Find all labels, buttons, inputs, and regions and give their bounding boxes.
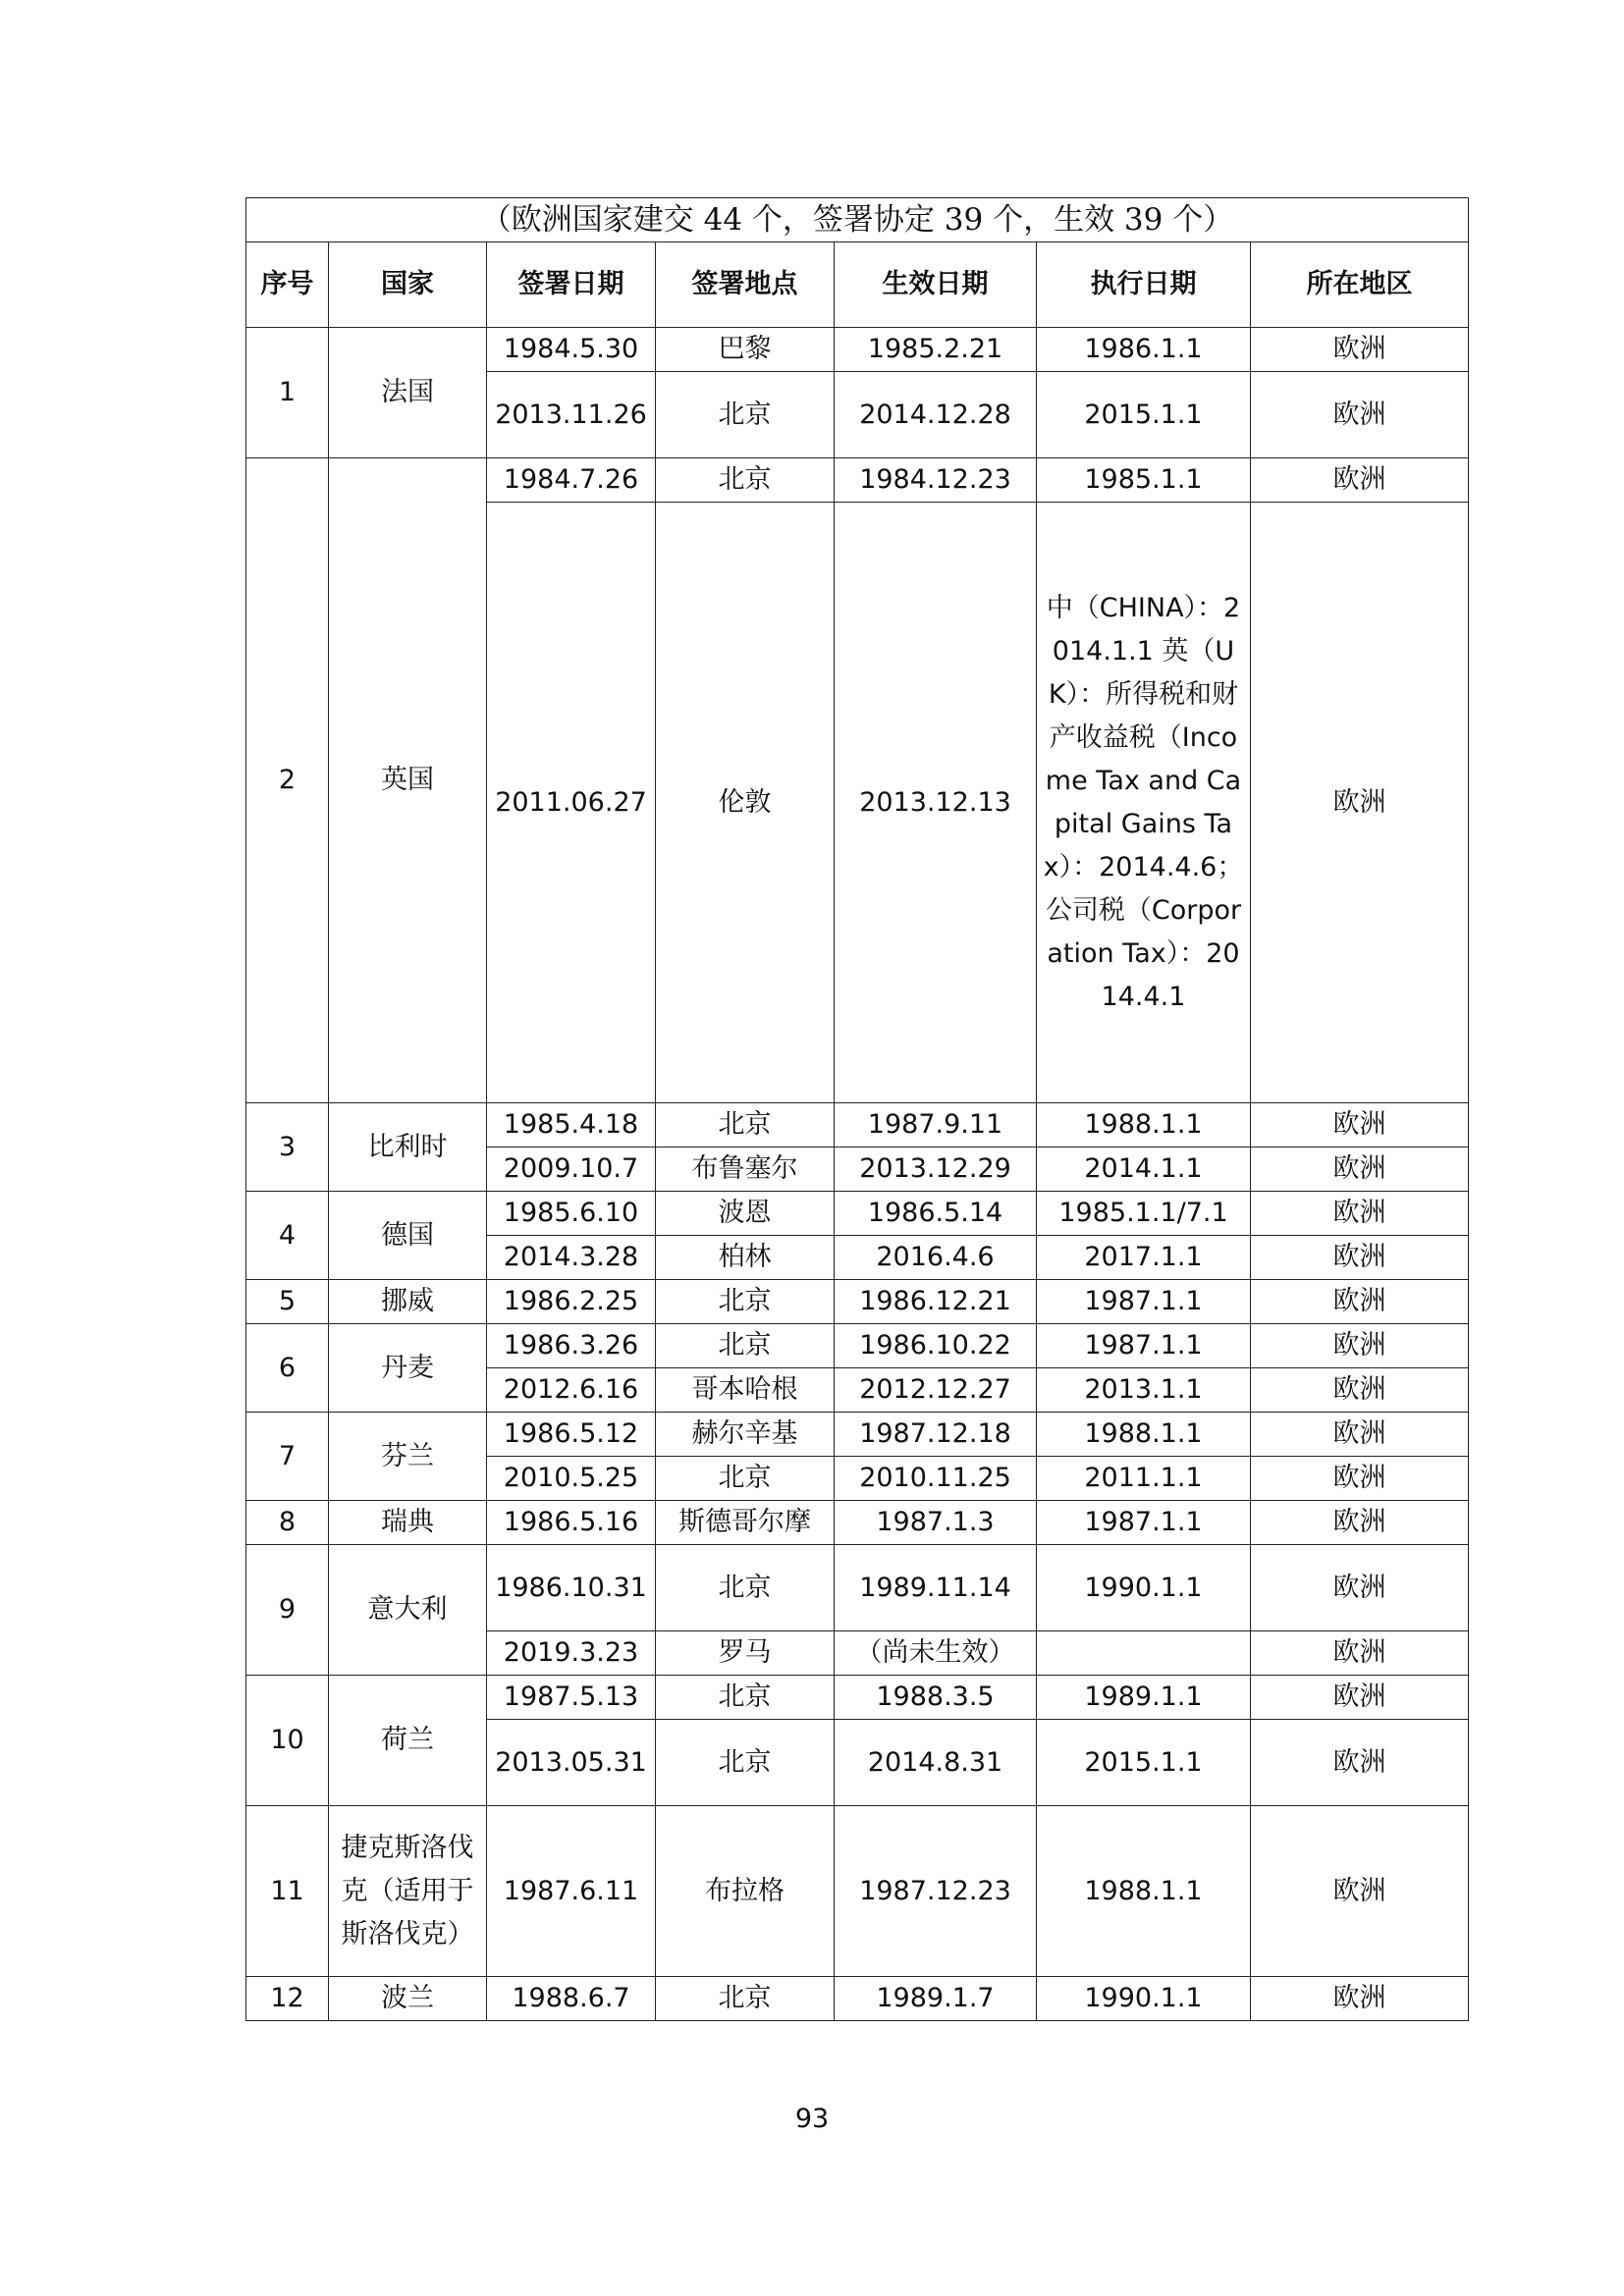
sign-date-cell: 1988.6.7 — [487, 1977, 656, 2021]
sign-date-cell: 2010.5.25 — [487, 1457, 656, 1501]
exec-date-cell: 1988.1.1 — [1037, 1413, 1251, 1457]
exec-date-cell: 2015.1.1 — [1037, 1720, 1251, 1806]
sign-place-cell: 哥本哈根 — [656, 1368, 835, 1413]
row-no: 4 — [246, 1192, 329, 1280]
region-cell: 欧洲 — [1251, 1676, 1469, 1720]
region-cell: 欧洲 — [1251, 503, 1469, 1103]
table-row — [246, 328, 1469, 372]
row-country: 芬兰 — [329, 1413, 487, 1501]
page-number: 93 — [794, 2104, 830, 2134]
effective-date-cell: 1986.5.14 — [835, 1192, 1037, 1236]
sign-date-cell: 1985.4.18 — [487, 1103, 656, 1148]
sign-date-cell: 1987.6.11 — [487, 1806, 656, 1977]
region-cell: 欧洲 — [1251, 372, 1469, 458]
sign-date-cell: 2013.11.26 — [487, 372, 656, 458]
row-no: 9 — [246, 1545, 329, 1676]
effective-date-cell: 1985.2.21 — [835, 328, 1037, 372]
region-cell: 欧洲 — [1251, 458, 1469, 503]
sign-place-cell: 罗马 — [656, 1631, 835, 1676]
sign-place-cell: 波恩 — [656, 1192, 835, 1236]
effective-date-cell: 2013.12.13 — [835, 503, 1037, 1103]
row-no: 3 — [246, 1103, 329, 1192]
row-no: 8 — [246, 1501, 329, 1545]
exec-date-cell: 1990.1.1 — [1037, 1545, 1251, 1631]
exec-date-cell: 1988.1.1 — [1037, 1103, 1251, 1148]
effective-date-cell: 1987.12.23 — [835, 1806, 1037, 1977]
sign-date-cell: 1986.2.25 — [487, 1280, 656, 1324]
exec-date-cell — [1037, 1631, 1251, 1676]
row-country: 英国 — [329, 458, 487, 1103]
header-country: 国家 — [329, 242, 487, 328]
sign-date-cell: 1987.5.13 — [487, 1676, 656, 1720]
sign-place-cell: 伦敦 — [656, 503, 835, 1103]
effective-date-cell: 1986.10.22 — [835, 1324, 1037, 1368]
header-sign-place: 签署地点 — [656, 242, 835, 328]
effective-date-cell: 1986.12.21 — [835, 1280, 1037, 1324]
exec-date-cell: 2017.1.1 — [1037, 1236, 1251, 1280]
region-cell: 欧洲 — [1251, 1501, 1469, 1545]
sign-place-cell: 北京 — [656, 1545, 835, 1631]
sign-place-cell: 赫尔辛基 — [656, 1413, 835, 1457]
row-country: 比利时 — [329, 1103, 487, 1192]
row-no: 2 — [246, 458, 329, 1103]
region-cell: 欧洲 — [1251, 328, 1469, 372]
sign-date-cell: 1986.3.26 — [487, 1324, 656, 1368]
header-sign-date: 签署日期 — [487, 242, 656, 328]
table-row — [246, 1977, 1469, 2021]
exec-date-cell: 2013.1.1 — [1037, 1368, 1251, 1413]
table-row — [246, 1501, 1469, 1545]
table-caption: （欧洲国家建交 44 个，签署协定 39 个，生效 39 个） — [246, 198, 1469, 242]
row-no: 12 — [246, 1977, 329, 2021]
effective-date-cell: （尚未生效） — [835, 1631, 1037, 1676]
table-row — [246, 1103, 1469, 1148]
effective-date-cell: 2012.12.27 — [835, 1368, 1037, 1413]
header-effective-date: 生效日期 — [835, 242, 1037, 328]
region-cell: 欧洲 — [1251, 1280, 1469, 1324]
sign-place-cell: 巴黎 — [656, 328, 835, 372]
exec-date-cell: 1985.1.1 — [1037, 458, 1251, 503]
exec-date-cell: 1987.1.1 — [1037, 1324, 1251, 1368]
row-no: 7 — [246, 1413, 329, 1501]
table-row — [246, 1676, 1469, 1720]
exec-date-cell: 1987.1.1 — [1037, 1501, 1251, 1545]
sign-date-cell: 2011.06.27 — [487, 503, 656, 1103]
sign-place-cell: 北京 — [656, 1676, 835, 1720]
exec-date-cell: 2011.1.1 — [1037, 1457, 1251, 1501]
header-row — [246, 242, 1469, 328]
header-region: 所在地区 — [1251, 242, 1469, 328]
row-country: 瑞典 — [329, 1501, 487, 1545]
table-row — [246, 458, 1469, 503]
effective-date-cell: 1987.1.3 — [835, 1501, 1037, 1545]
sign-date-cell: 1986.5.12 — [487, 1413, 656, 1457]
tax-treaty-table — [245, 197, 1469, 2021]
exec-date-cell: 2014.1.1 — [1037, 1148, 1251, 1192]
effective-date-cell: 2014.12.28 — [835, 372, 1037, 458]
sign-place-cell: 北京 — [656, 1324, 835, 1368]
table-row — [246, 1413, 1469, 1457]
sign-date-cell: 2009.10.7 — [487, 1148, 656, 1192]
row-country: 挪威 — [329, 1280, 487, 1324]
exec-date-cell: 中（CHINA）：2014.1.1 英（UK）：所得税和财产收益税（Income Tax and Capital Gains Tax）：2014.4.6；公司税（Corporation Tax）：2014.4.1 — [1037, 503, 1251, 1103]
header-exec-date: 执行日期 — [1037, 242, 1251, 328]
effective-date-cell: 1989.11.14 — [835, 1545, 1037, 1631]
sign-place-cell: 北京 — [656, 372, 835, 458]
sign-place-cell: 北京 — [656, 1720, 835, 1806]
region-cell: 欧洲 — [1251, 1324, 1469, 1368]
row-country: 捷克斯洛伐克（适用于斯洛伐克） — [329, 1806, 487, 1977]
region-cell: 欧洲 — [1251, 1148, 1469, 1192]
exec-date-cell: 1985.1.1/7.1 — [1037, 1192, 1251, 1236]
row-no: 5 — [246, 1280, 329, 1324]
sign-place-cell: 柏林 — [656, 1236, 835, 1280]
table-row — [246, 1545, 1469, 1631]
sign-date-cell: 2014.3.28 — [487, 1236, 656, 1280]
effective-date-cell: 2014.8.31 — [835, 1720, 1037, 1806]
sign-place-cell: 布鲁塞尔 — [656, 1148, 835, 1192]
table-row — [246, 1806, 1469, 1977]
effective-date-cell: 1989.1.7 — [835, 1977, 1037, 2021]
row-country: 意大利 — [329, 1545, 487, 1676]
sign-date-cell: 2019.3.23 — [487, 1631, 656, 1676]
region-cell: 欧洲 — [1251, 1236, 1469, 1280]
exec-date-cell: 1989.1.1 — [1037, 1676, 1251, 1720]
effective-date-cell: 2013.12.29 — [835, 1148, 1037, 1192]
row-country: 荷兰 — [329, 1676, 487, 1806]
exec-date-cell: 1987.1.1 — [1037, 1280, 1251, 1324]
sign-place-cell: 北京 — [656, 1977, 835, 2021]
region-cell: 欧洲 — [1251, 1977, 1469, 2021]
exec-date-cell: 1990.1.1 — [1037, 1977, 1251, 2021]
region-cell: 欧洲 — [1251, 1457, 1469, 1501]
region-cell: 欧洲 — [1251, 1806, 1469, 1977]
sign-place-cell: 斯德哥尔摩 — [656, 1501, 835, 1545]
row-country: 波兰 — [329, 1977, 487, 2021]
sign-date-cell: 1986.5.16 — [487, 1501, 656, 1545]
effective-date-cell: 2010.11.25 — [835, 1457, 1037, 1501]
row-no: 1 — [246, 328, 329, 458]
effective-date-cell: 1988.3.5 — [835, 1676, 1037, 1720]
table-row — [246, 1192, 1469, 1236]
region-cell: 欧洲 — [1251, 1192, 1469, 1236]
sign-place-cell: 北京 — [656, 1457, 835, 1501]
sign-date-cell: 1984.5.30 — [487, 328, 656, 372]
sign-date-cell: 1985.6.10 — [487, 1192, 656, 1236]
region-cell: 欧洲 — [1251, 1413, 1469, 1457]
sign-place-cell: 北京 — [656, 1280, 835, 1324]
sign-date-cell: 1984.7.26 — [487, 458, 656, 503]
row-country: 丹麦 — [329, 1324, 487, 1413]
exec-date-cell: 1988.1.1 — [1037, 1806, 1251, 1977]
region-cell: 欧洲 — [1251, 1545, 1469, 1631]
row-no: 10 — [246, 1676, 329, 1806]
row-no: 11 — [246, 1806, 329, 1977]
sign-date-cell: 2012.6.16 — [487, 1368, 656, 1413]
effective-date-cell: 1984.12.23 — [835, 458, 1037, 503]
table-row — [246, 1280, 1469, 1324]
sign-date-cell: 2013.05.31 — [487, 1720, 656, 1806]
row-country: 德国 — [329, 1192, 487, 1280]
region-cell: 欧洲 — [1251, 1103, 1469, 1148]
table-row — [246, 1324, 1469, 1368]
effective-date-cell: 1987.9.11 — [835, 1103, 1037, 1148]
region-cell: 欧洲 — [1251, 1368, 1469, 1413]
sign-place-cell: 北京 — [656, 458, 835, 503]
exec-date-cell: 1986.1.1 — [1037, 328, 1251, 372]
row-no: 6 — [246, 1324, 329, 1413]
row-country: 法国 — [329, 328, 487, 458]
sign-date-cell: 1986.10.31 — [487, 1545, 656, 1631]
sign-place-cell: 布拉格 — [656, 1806, 835, 1977]
region-cell: 欧洲 — [1251, 1720, 1469, 1806]
header-no: 序号 — [246, 242, 329, 328]
exec-date-cell: 2015.1.1 — [1037, 372, 1251, 458]
effective-date-cell: 2016.4.6 — [835, 1236, 1037, 1280]
effective-date-cell: 1987.12.18 — [835, 1413, 1037, 1457]
sign-place-cell: 北京 — [656, 1103, 835, 1148]
region-cell: 欧洲 — [1251, 1631, 1469, 1676]
